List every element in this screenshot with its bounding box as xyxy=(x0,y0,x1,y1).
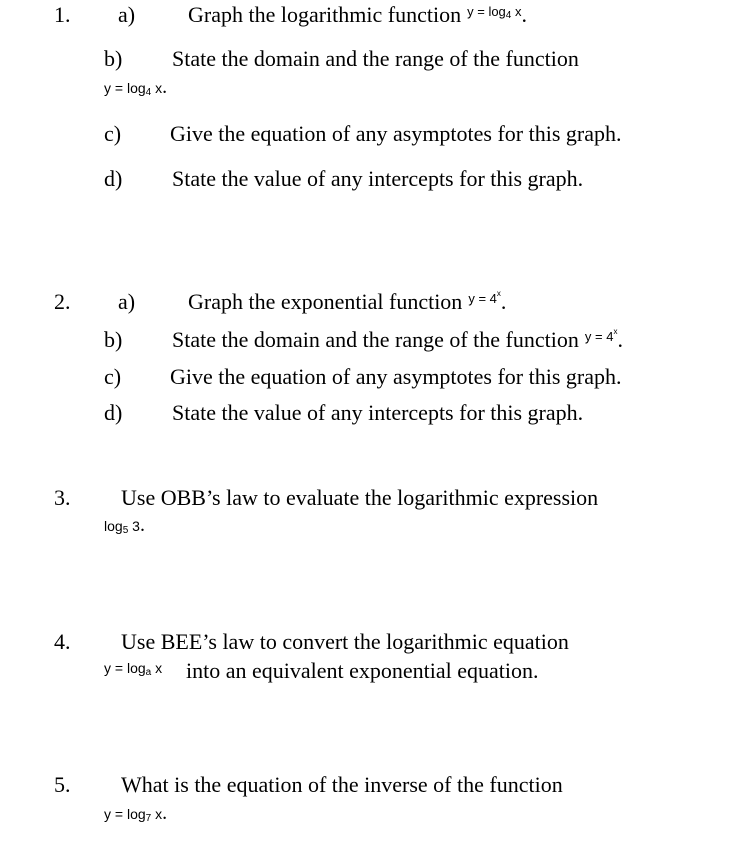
part-label-a: a) xyxy=(118,289,136,314)
question-text-continued: into an equivalent exponential equation. xyxy=(186,658,539,683)
part-d-text: State the value of any intercepts for this graph. xyxy=(172,166,584,191)
part-a-text: Graph the logarithmic function y = log4 x. xyxy=(188,2,527,27)
question-text: What is the equation of the inverse of the function xyxy=(121,772,563,797)
question-text: Use OBB’s law to evaluate the logarithmic expression xyxy=(121,485,599,510)
exp-equation: y = 4$^x$ xyxy=(468,289,501,306)
log-equation: y = log4 x. xyxy=(104,76,168,98)
question-text: Use BEE’s law to convert the logarithmic equation xyxy=(121,629,569,654)
part-d-text: State the value of any intercepts for this graph. xyxy=(172,400,584,425)
exp-equation: y = 4$^x$ xyxy=(584,327,618,344)
part-a-text-content: Graph the exponential function xyxy=(188,289,463,314)
part-label-a: a) xyxy=(118,2,136,27)
part-label-b: b) xyxy=(104,327,123,352)
question-number: 1. xyxy=(54,2,71,27)
part-label-c: c) xyxy=(104,364,122,389)
part-label-d: d) xyxy=(104,166,123,191)
part-c-text: Give the equation of any asymptotes for this graph. xyxy=(170,121,622,146)
part-a-text: Graph the exponential function y = 4$^x$. xyxy=(188,289,507,314)
part-label-c: c) xyxy=(104,121,122,146)
log-equation: y = loga x xyxy=(104,660,163,678)
part-label-d: d) xyxy=(104,400,123,425)
part-b-text: State the domain and the range of the function y = 4$^x$. xyxy=(172,327,623,352)
log-equation: y = log4 x xyxy=(467,4,522,21)
log-equation: y = log7 x. xyxy=(104,802,168,824)
part-a-text-content: Graph the logarithmic function xyxy=(188,2,462,27)
question-number: 4. xyxy=(54,629,71,654)
log-expression: log5 3. xyxy=(104,514,145,536)
part-c-text: Give the equation of any asymptotes for this graph. xyxy=(170,364,622,389)
part-b-text: State the domain and the range of the function xyxy=(172,46,579,71)
question-number: 3. xyxy=(54,485,71,510)
part-label-b: b) xyxy=(104,46,123,71)
question-number: 5. xyxy=(54,772,71,797)
question-number: 2. xyxy=(54,289,71,314)
part-b-text-content: State the domain and the range of the function xyxy=(172,327,579,352)
